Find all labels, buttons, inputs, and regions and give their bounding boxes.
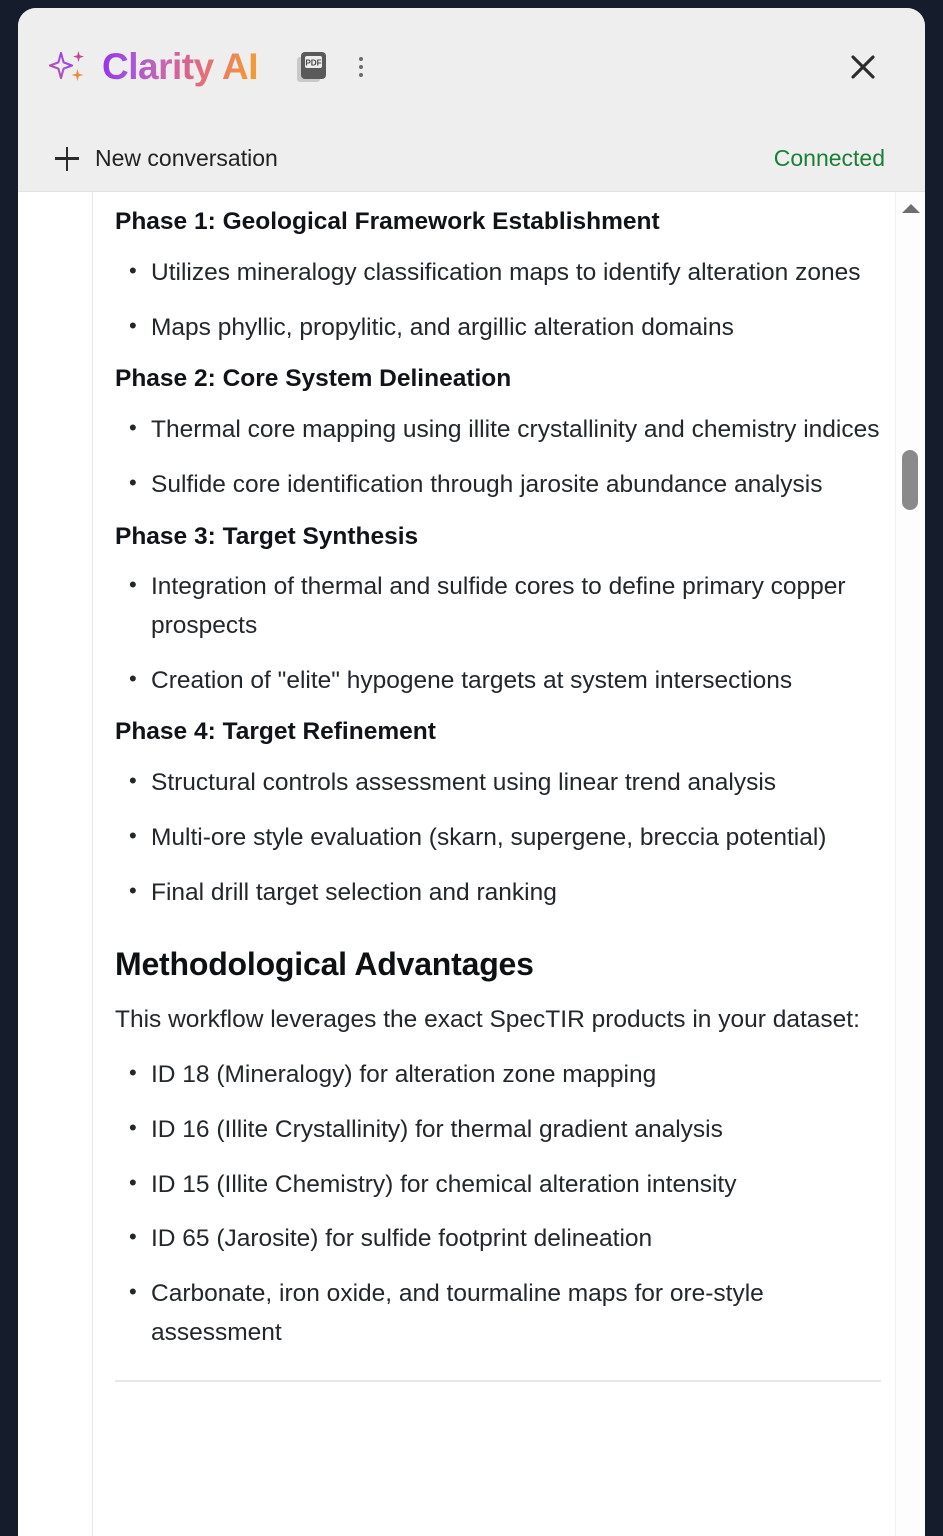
list-item: • Maps phyllic, propylitic, and argillic alteration domains	[115, 309, 881, 348]
pdf-document-icon[interactable]	[296, 49, 330, 85]
phase-bullet-list	[115, 254, 881, 347]
phase-bullet-list	[115, 568, 881, 700]
list-item: • Carbonate, iron oxide, and tourmaline maps for ore-style assessment	[115, 1275, 881, 1352]
list-item: • Creation of "elite" hypogene targets at system intersections	[115, 662, 881, 701]
phase-heading: Phase 2: Core System Delineation	[115, 365, 512, 393]
svg-text:PDF: PDF	[305, 58, 322, 68]
list-item: • Thermal core mapping using illite crystallinity and chemistry indices	[115, 411, 881, 450]
phase-heading: Phase 3: Target Synthesis	[115, 522, 419, 550]
kebab-menu-icon[interactable]	[350, 52, 372, 82]
header-sub-row	[18, 126, 925, 192]
plus-icon	[55, 147, 79, 171]
close-icon[interactable]	[841, 45, 885, 89]
list-item: • ID 15 (Illite Chemistry) for chemical alteration intensity	[115, 1166, 881, 1205]
phase-heading: Phase 4: Target Refinement	[115, 718, 436, 746]
new-conversation-button[interactable]	[55, 145, 278, 172]
sparkles-icon	[48, 47, 88, 87]
list-item: • Structural controls assessment using linear trend analysis	[115, 764, 881, 803]
content-divider	[115, 1380, 881, 1382]
panel-header	[18, 8, 925, 192]
phase-bullet-list	[115, 764, 881, 912]
header-top-row	[18, 8, 925, 126]
list-item: • ID 65 (Jarosite) for sulfide footprint delineation	[115, 1220, 881, 1259]
advantages-list	[115, 1056, 881, 1352]
list-item: • ID 18 (Mineralogy) for alteration zone mapping	[115, 1056, 881, 1095]
message-gutter	[18, 192, 93, 1536]
list-item: • ID 16 (Illite Crystallinity) for thermal gradient analysis	[115, 1111, 881, 1150]
list-item: • Sulfide core identification through jarosite abundance analysis	[115, 466, 881, 505]
phase-bullet-list	[115, 411, 881, 504]
section-heading: Methodological Advantages	[115, 946, 534, 983]
scrollbar[interactable]	[895, 192, 925, 1536]
list-item: • Multi-ore style evaluation (skarn, supergene, breccia potential)	[115, 819, 881, 858]
list-item: • Utilizes mineralogy classification maps to identify alteration zones	[115, 254, 881, 293]
list-item: • Final drill target selection and ranking	[115, 874, 881, 913]
brand	[48, 46, 258, 88]
section-intro-text: This workflow leverages the exact SpecTIR products in your dataset:	[115, 1006, 860, 1034]
new-conversation-label: New conversation	[95, 145, 278, 171]
list-item: • Integration of thermal and sulfide cores to define primary copper prospects	[115, 568, 881, 645]
brand-name: Clarity AI	[102, 46, 259, 87]
conversation-body	[18, 192, 925, 1536]
assistant-message	[93, 192, 925, 1536]
clarity-ai-panel	[18, 8, 925, 1536]
scrollbar-thumb[interactable]	[902, 450, 918, 510]
connection-status-badge: Connected	[773, 145, 885, 171]
scroll-up-arrow-icon[interactable]	[902, 204, 920, 213]
phase-heading: Phase 1: Geological Framework Establishment	[115, 208, 660, 235]
